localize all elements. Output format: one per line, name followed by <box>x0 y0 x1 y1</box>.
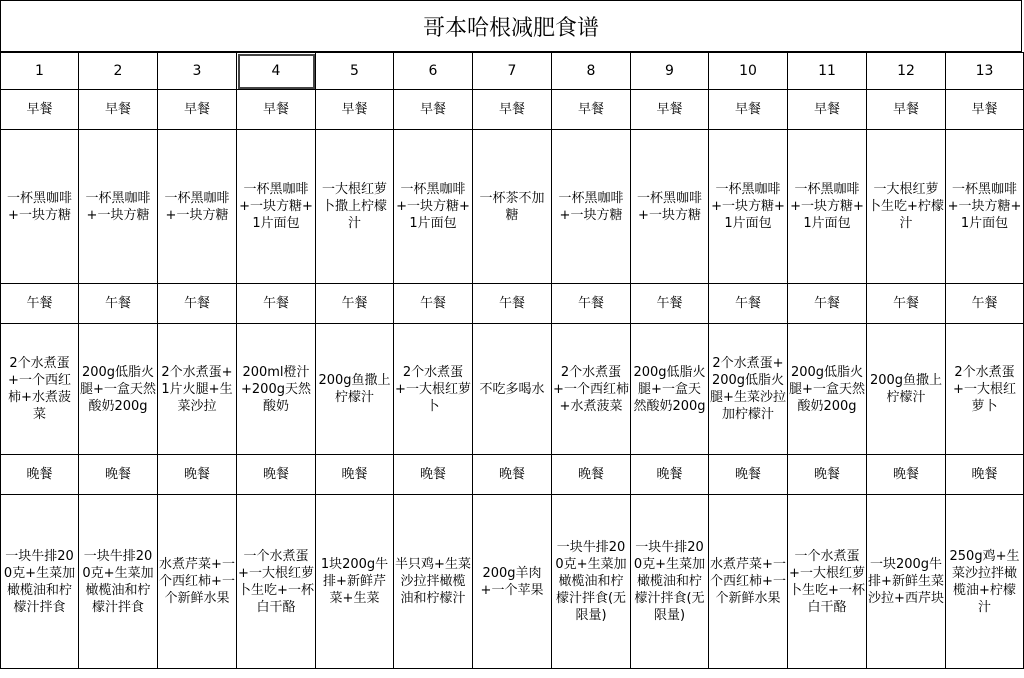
lunch-cell[interactable]: 不吃多喝水 <box>473 324 552 455</box>
breakfast-label-cell[interactable]: 早餐 <box>394 90 473 130</box>
breakfast-label-cell[interactable]: 早餐 <box>552 90 631 130</box>
dinner-label-cell[interactable]: 晚餐 <box>552 455 631 495</box>
day-number-cell[interactable]: 13 <box>946 53 1024 90</box>
day-number-cell[interactable]: 3 <box>158 53 237 90</box>
dinner-cell[interactable]: 200g羊肉+一个苹果 <box>473 495 552 669</box>
lunch-cell[interactable]: 2个水煮蛋+一大根红萝卜 <box>946 324 1024 455</box>
dinner-label-cell[interactable]: 晚餐 <box>394 455 473 495</box>
day-number-cell[interactable]: 6 <box>394 53 473 90</box>
dinner-cell[interactable]: 250g鸡+生菜沙拉拌橄榄油+柠檬汁 <box>946 495 1024 669</box>
lunch-label-cell[interactable]: 午餐 <box>473 284 552 324</box>
lunch-label-cell[interactable]: 午餐 <box>946 284 1024 324</box>
lunch-cell[interactable]: 200ml橙汁+200g天然酸奶 <box>237 324 316 455</box>
dinner-label-cell[interactable]: 晚餐 <box>473 455 552 495</box>
breakfast-cell[interactable]: 一杯黑咖啡+一块方糖+1片面包 <box>709 130 788 284</box>
breakfast-label-cell[interactable]: 早餐 <box>709 90 788 130</box>
dinner-cell[interactable]: 一块牛排200克+生菜加橄榄油和柠檬汁拌食(无限量) <box>631 495 709 669</box>
table-row <box>1 53 1024 90</box>
table-row <box>1 324 1024 455</box>
table-row <box>1 495 1024 669</box>
lunch-cell[interactable]: 2个水煮蛋+200g低脂火腿+生菜沙拉加柠檬汁 <box>709 324 788 455</box>
breakfast-cell[interactable]: 一杯黑咖啡+一块方糖 <box>158 130 237 284</box>
breakfast-cell[interactable]: 一杯黑咖啡+一块方糖+1片面包 <box>946 130 1024 284</box>
dinner-label-cell[interactable]: 晚餐 <box>158 455 237 495</box>
lunch-label-cell[interactable]: 午餐 <box>394 284 473 324</box>
day-number-cell[interactable]: 2 <box>79 53 158 90</box>
day-number-cell[interactable]: 9 <box>631 53 709 90</box>
dinner-cell[interactable]: 水煮芹菜+一个西红柿+一个新鲜水果 <box>709 495 788 669</box>
breakfast-cell[interactable]: 一杯黑咖啡+一块方糖 <box>552 130 631 284</box>
breakfast-label-cell[interactable]: 早餐 <box>316 90 394 130</box>
dinner-label-cell[interactable]: 晚餐 <box>946 455 1024 495</box>
dinner-cell[interactable]: 一块牛排200克+生菜加橄榄油和柠檬汁拌食(无限量) <box>552 495 631 669</box>
lunch-cell[interactable]: 200g低脂火腿+一盒天然酸奶200g <box>79 324 158 455</box>
dinner-label-cell[interactable]: 晚餐 <box>237 455 316 495</box>
breakfast-label-cell[interactable]: 早餐 <box>946 90 1024 130</box>
day-number-cell[interactable]: 11 <box>788 53 867 90</box>
day-number-cell[interactable]: 4 <box>237 53 316 90</box>
lunch-label-cell[interactable]: 午餐 <box>709 284 788 324</box>
dinner-cell[interactable]: 一个水煮蛋+一大根红萝卜生吃+一杯白干酪 <box>237 495 316 669</box>
breakfast-cell[interactable]: 一杯黑咖啡+一块方糖+1片面包 <box>237 130 316 284</box>
table-row <box>1 130 1024 284</box>
diet-table <box>0 52 1024 669</box>
lunch-label-cell[interactable]: 午餐 <box>867 284 946 324</box>
breakfast-cell[interactable]: 一杯黑咖啡+一块方糖 <box>1 130 79 284</box>
lunch-label-cell[interactable]: 午餐 <box>158 284 237 324</box>
lunch-label-cell[interactable]: 午餐 <box>316 284 394 324</box>
dinner-label-cell[interactable]: 晚餐 <box>709 455 788 495</box>
lunch-cell[interactable]: 200g鱼撒上柠檬汁 <box>867 324 946 455</box>
dinner-cell[interactable]: 一个水煮蛋+一大根红萝卜生吃+一杯白干酪 <box>788 495 867 669</box>
lunch-cell[interactable]: 2个水煮蛋+一大根红萝卜 <box>394 324 473 455</box>
table-row <box>1 90 1024 130</box>
breakfast-cell[interactable]: 一杯黑咖啡+一块方糖+1片面包 <box>788 130 867 284</box>
breakfast-cell[interactable]: 一杯黑咖啡+一块方糖+1片面包 <box>394 130 473 284</box>
dinner-label-cell[interactable]: 晚餐 <box>788 455 867 495</box>
dinner-cell[interactable]: 一块200g牛排+新鲜生菜沙拉+西芹块 <box>867 495 946 669</box>
breakfast-cell[interactable]: 一杯茶不加糖 <box>473 130 552 284</box>
page-title[interactable]: 哥本哈根减肥食谱 <box>0 0 1022 52</box>
breakfast-cell[interactable]: 一杯黑咖啡+一块方糖 <box>631 130 709 284</box>
breakfast-label-cell[interactable]: 早餐 <box>158 90 237 130</box>
breakfast-label-cell[interactable]: 早餐 <box>631 90 709 130</box>
lunch-cell[interactable]: 2个水煮蛋+一个西红柿+水煮菠菜 <box>552 324 631 455</box>
dinner-label-cell[interactable]: 晚餐 <box>1 455 79 495</box>
lunch-cell[interactable]: 200g低脂火腿+一盒天然酸奶200g <box>631 324 709 455</box>
dinner-label-cell[interactable]: 晚餐 <box>79 455 158 495</box>
breakfast-label-cell[interactable]: 早餐 <box>79 90 158 130</box>
lunch-label-cell[interactable]: 午餐 <box>788 284 867 324</box>
lunch-label-cell[interactable]: 午餐 <box>1 284 79 324</box>
lunch-label-cell[interactable]: 午餐 <box>552 284 631 324</box>
breakfast-label-cell[interactable]: 早餐 <box>473 90 552 130</box>
dinner-cell[interactable]: 水煮芹菜+一个西红柿+一个新鲜水果 <box>158 495 237 669</box>
breakfast-cell[interactable]: 一大根红萝卜撒上柠檬汁 <box>316 130 394 284</box>
breakfast-label-cell[interactable]: 早餐 <box>867 90 946 130</box>
day-number-cell[interactable]: 12 <box>867 53 946 90</box>
day-number-cell[interactable]: 5 <box>316 53 394 90</box>
dinner-cell[interactable]: 1块200g牛排+新鲜芹菜+生菜 <box>316 495 394 669</box>
breakfast-cell[interactable]: 一大根红萝卜生吃+柠檬汁 <box>867 130 946 284</box>
lunch-label-cell[interactable]: 午餐 <box>631 284 709 324</box>
dinner-cell[interactable]: 一块牛排200克+生菜加橄榄油和柠檬汁拌食 <box>79 495 158 669</box>
lunch-cell[interactable]: 200g低脂火腿+一盒天然酸奶200g <box>788 324 867 455</box>
dinner-cell[interactable]: 一块牛排200克+生菜加橄榄油和柠檬汁拌食 <box>1 495 79 669</box>
lunch-cell[interactable]: 2个水煮蛋+一个西红柿+水煮菠菜 <box>1 324 79 455</box>
lunch-label-cell[interactable]: 午餐 <box>79 284 158 324</box>
lunch-label-cell[interactable]: 午餐 <box>237 284 316 324</box>
table-row <box>1 284 1024 324</box>
table-row <box>1 455 1024 495</box>
lunch-cell[interactable]: 2个水煮蛋+1片火腿+生菜沙拉 <box>158 324 237 455</box>
dinner-label-cell[interactable]: 晚餐 <box>316 455 394 495</box>
dinner-label-cell[interactable]: 晚餐 <box>631 455 709 495</box>
day-number-cell[interactable]: 7 <box>473 53 552 90</box>
lunch-cell[interactable]: 200g鱼撒上柠檬汁 <box>316 324 394 455</box>
breakfast-label-cell[interactable]: 早餐 <box>1 90 79 130</box>
dinner-label-cell[interactable]: 晚餐 <box>867 455 946 495</box>
day-number-cell[interactable]: 10 <box>709 53 788 90</box>
breakfast-cell[interactable]: 一杯黑咖啡+一块方糖 <box>79 130 158 284</box>
breakfast-label-cell[interactable]: 早餐 <box>788 90 867 130</box>
day-number-cell[interactable]: 8 <box>552 53 631 90</box>
dinner-cell[interactable]: 半只鸡+生菜沙拉拌橄榄油和柠檬汁 <box>394 495 473 669</box>
day-number-cell[interactable]: 1 <box>1 53 79 90</box>
breakfast-label-cell[interactable]: 早餐 <box>237 90 316 130</box>
